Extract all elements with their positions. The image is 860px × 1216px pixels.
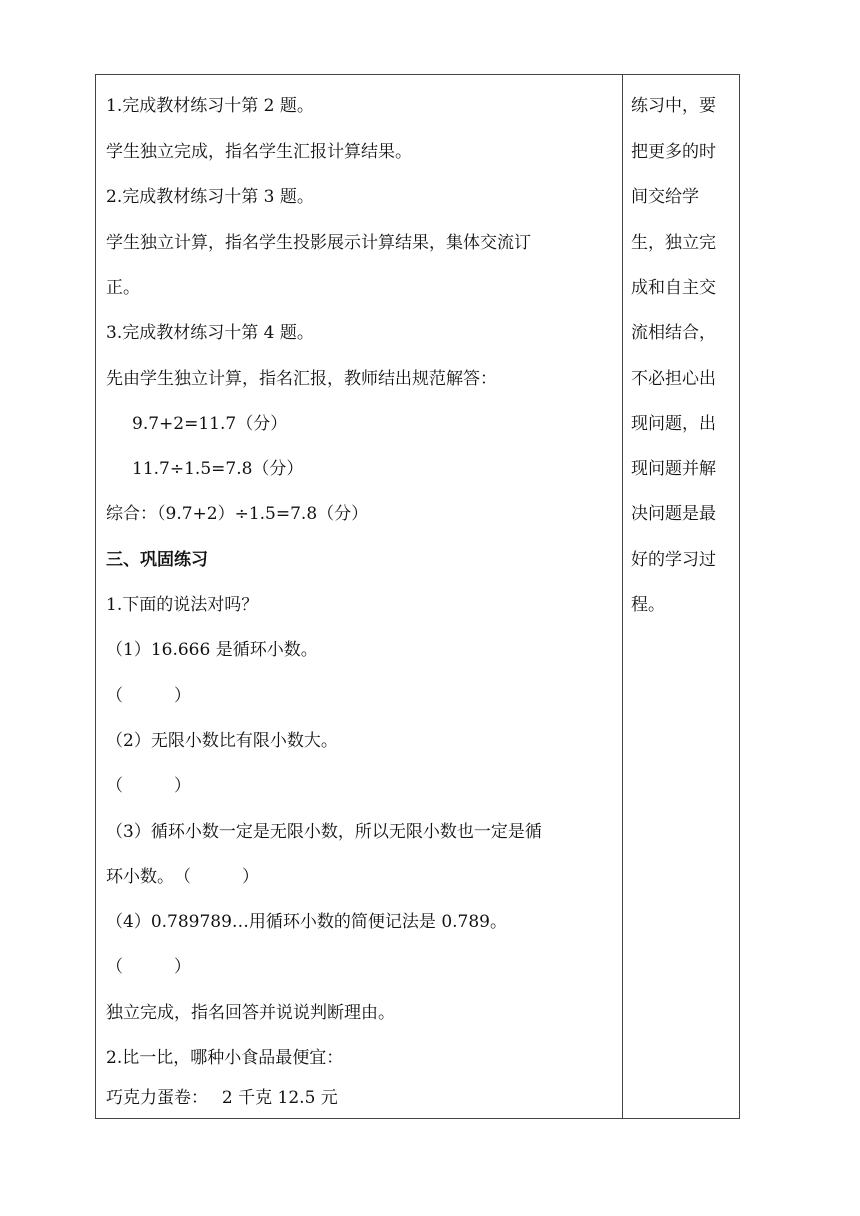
side-note-line: 成和自主交 — [631, 278, 716, 298]
main-content-cell — [96, 75, 622, 1118]
side-note-line: 把更多的时 — [631, 142, 716, 162]
formula-line: 11.7÷1.5=7.8（分） — [132, 459, 304, 479]
side-note-line: 练习中，要 — [631, 96, 716, 116]
side-note-line: 现问题并解 — [631, 459, 716, 479]
main-line: 1.完成教材练习十第 2 题。 — [106, 96, 314, 116]
question-line: （2）无限小数比有限小数大。 — [106, 731, 338, 751]
answer-blank: （ ） — [106, 776, 191, 796]
formula-line: 9.7+2=11.7（分） — [132, 414, 288, 434]
section-heading: 三、巩固练习 — [106, 550, 208, 570]
question-line: 环小数。 （ ） — [106, 867, 259, 887]
side-note-line: 不必担心出 — [631, 369, 716, 389]
main-line: 2.完成教材练习十第 3 题。 — [106, 187, 314, 207]
main-line: 3.完成教材练习十第 4 题。 — [106, 323, 314, 343]
answer-blank: （ ） — [106, 957, 191, 977]
question-line: （3）循环小数一定是无限小数，所以无限小数也一定是循 — [106, 822, 542, 842]
main-line: 巧克力蛋卷： 2 千克 12.5 元 — [106, 1088, 338, 1108]
side-note-line: 现问题，出 — [631, 414, 716, 434]
question-line: （1）16.666 是循环小数。 — [106, 640, 318, 660]
lesson-table — [95, 74, 740, 1119]
side-note-line: 生，独立完 — [631, 233, 716, 253]
main-line: 学生独立计算，指名学生投影展示计算结果，集体交流订 — [106, 233, 531, 253]
side-note-line: 好的学习过 — [631, 550, 716, 570]
side-note-line: 间交给学 — [631, 187, 699, 207]
side-note-line: 决问题是最 — [631, 504, 716, 524]
answer-blank: （ ） — [106, 686, 191, 706]
side-note-cell — [623, 75, 741, 1118]
formula-line: 综合：（9.7+2）÷1.5=7.8（分） — [106, 504, 369, 524]
side-note-line: 程。 — [631, 595, 665, 615]
main-line: 先由学生独立计算，指名汇报，教师结出规范解答： — [106, 369, 497, 389]
main-line: 独立完成，指名回答并说说判断理由。 — [106, 1003, 395, 1023]
main-line: 2.比一比，哪种小食品最便宜： — [106, 1048, 344, 1068]
question-line: （4）0.789789…用循环小数的简便记法是 0.789。 — [106, 912, 508, 932]
main-line: 1.下面的说法对吗？ — [106, 595, 259, 615]
side-note-line: 流相结合， — [631, 323, 716, 343]
main-line: 学生独立完成，指名学生汇报计算结果。 — [106, 142, 412, 162]
main-line: 正。 — [106, 278, 140, 298]
